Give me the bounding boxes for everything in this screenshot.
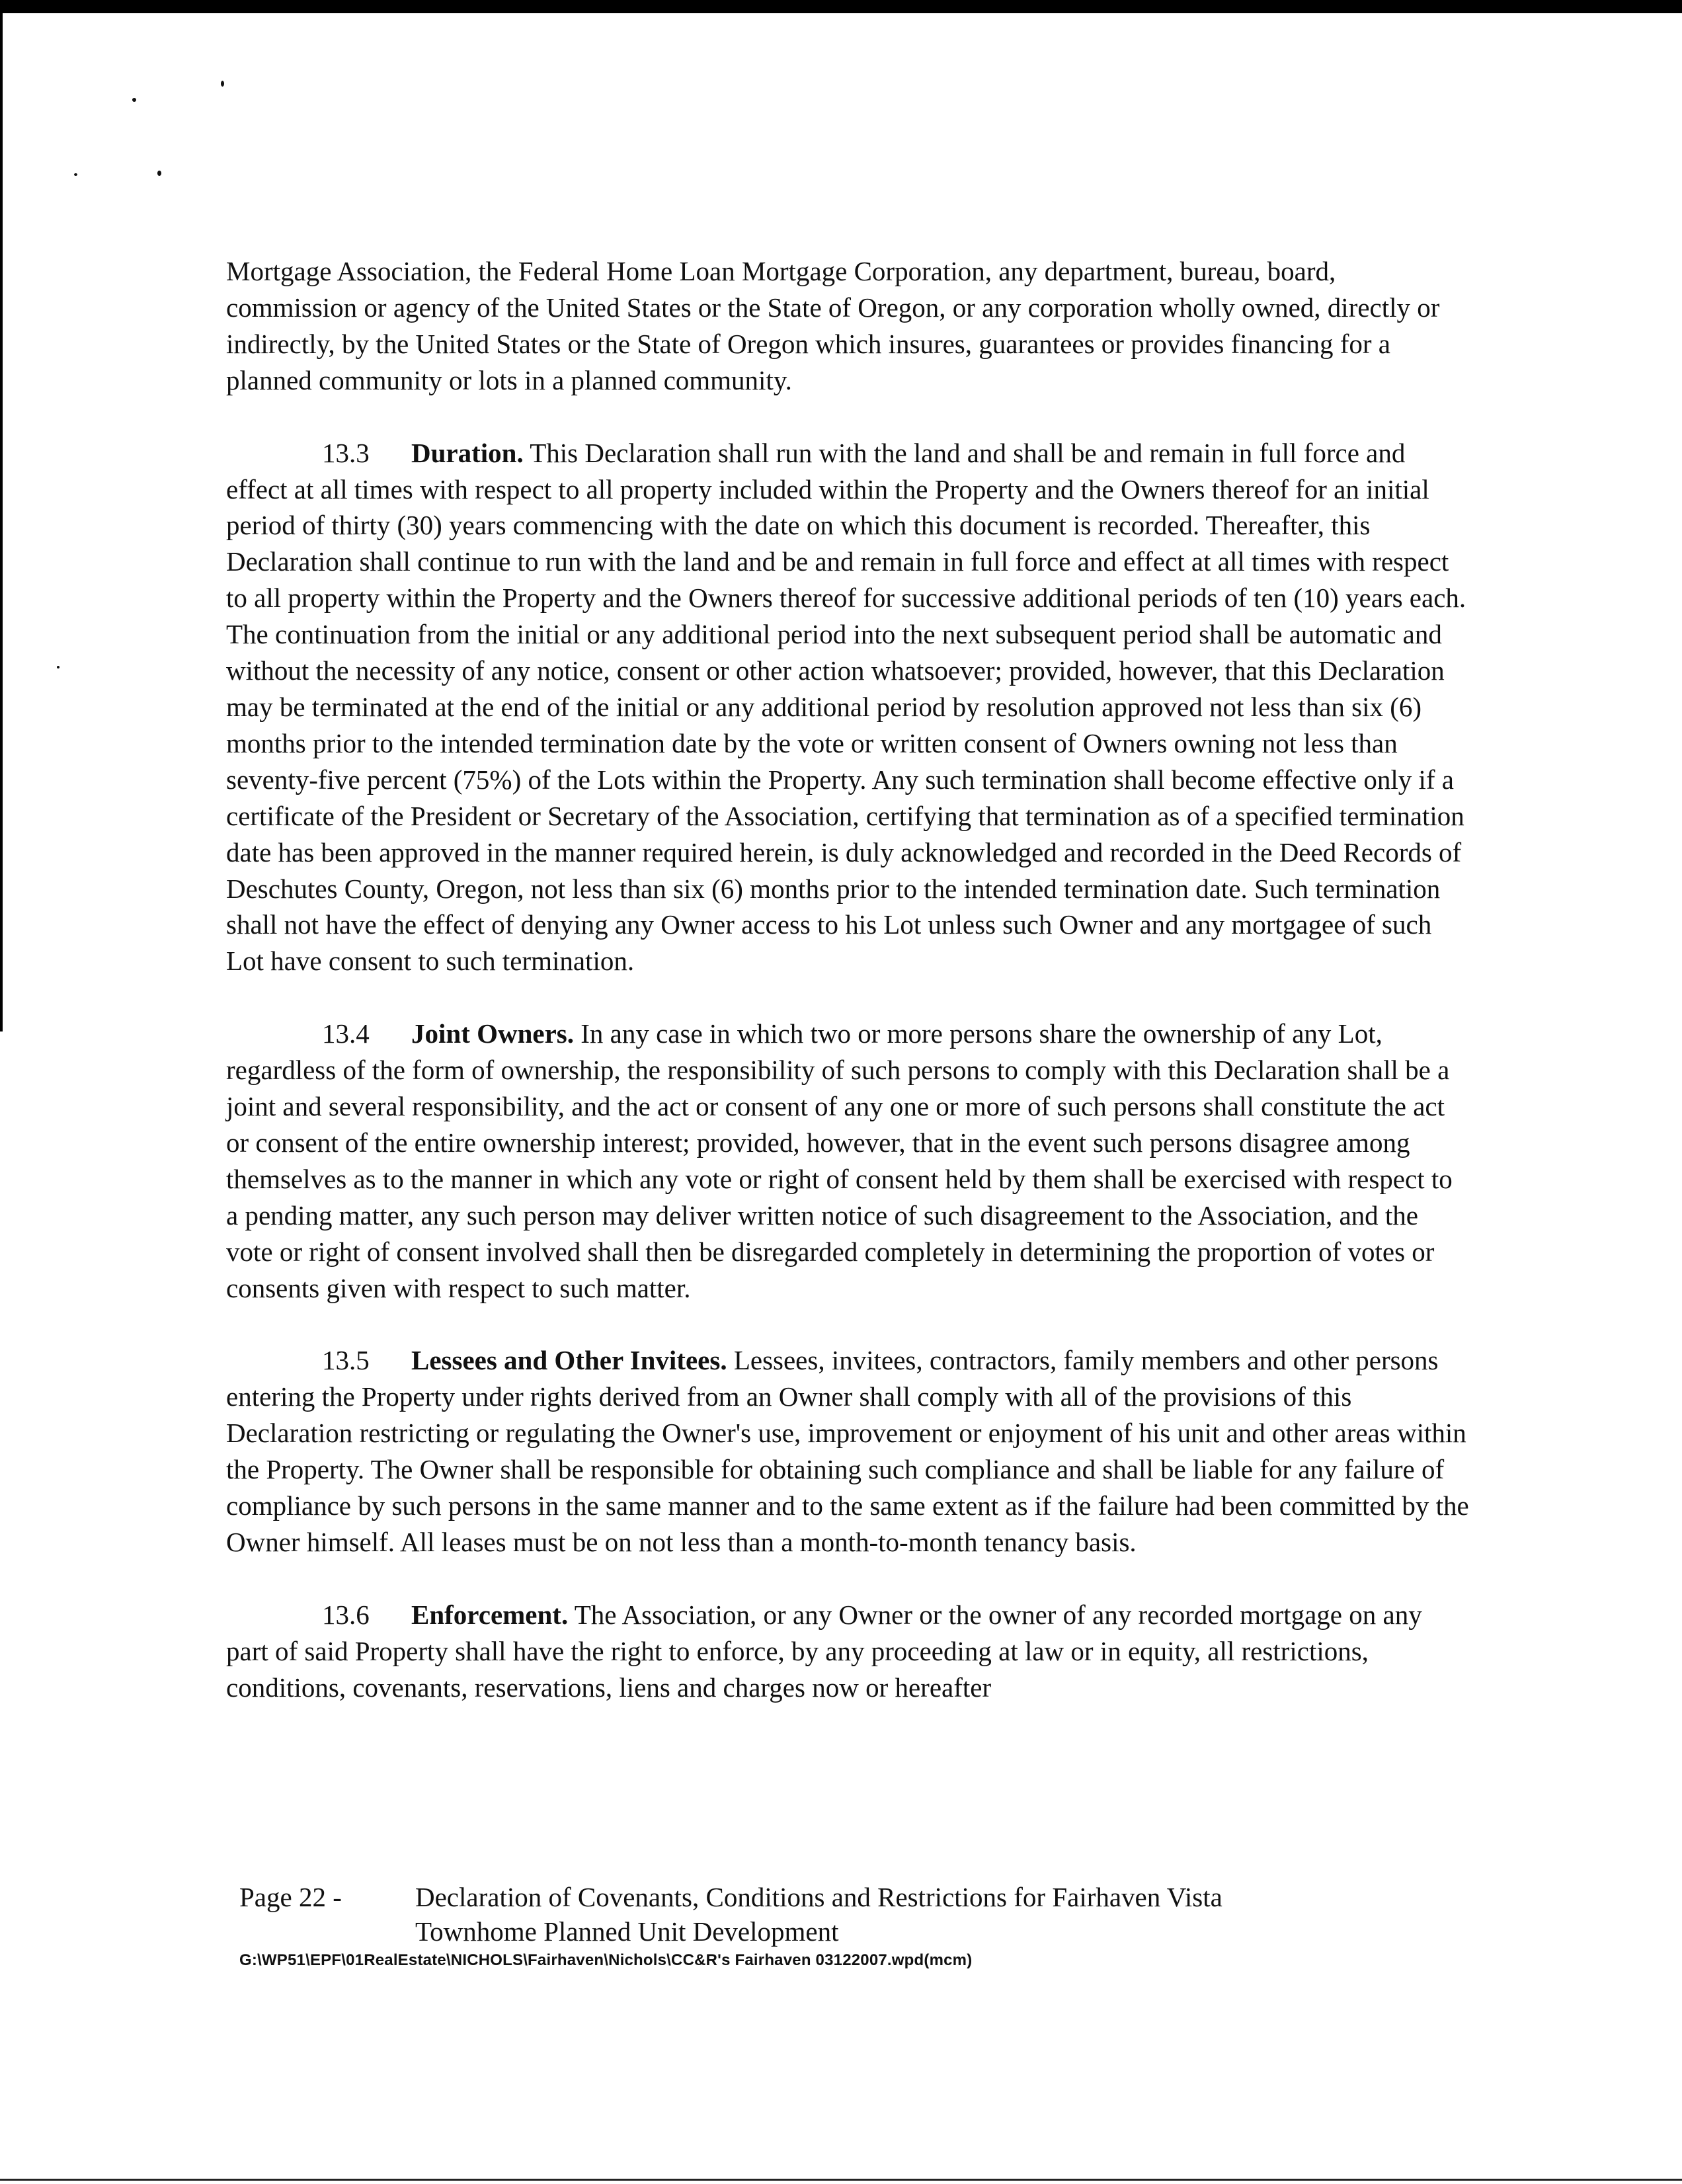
- section-title: Joint Owners.: [411, 1018, 574, 1049]
- scan-speck: [221, 81, 224, 87]
- section-body: The Association, or any Owner or the owner of any recorded mortgage on any part of said Property shall have the right to enforce, by any proceeding at law or in equity, all restrictions, conditions, covenants, reservations, liens and charges now or hereafter: [226, 1599, 1422, 1703]
- section-title: Enforcement.: [411, 1599, 569, 1630]
- footer-spacer: [239, 1914, 415, 1949]
- section-number: 13.5: [322, 1345, 370, 1376]
- document-body: [226, 253, 1469, 1742]
- footer-title-line-2: Townhome Planned Unit Development: [415, 1916, 839, 1947]
- page-footer: [239, 1880, 1469, 1949]
- scan-speck: [157, 171, 161, 176]
- section-13-6: [226, 1597, 1469, 1706]
- footer-title-row-2: [239, 1914, 1469, 1949]
- scan-speck: [57, 666, 60, 668]
- section-number: 13.6: [322, 1599, 370, 1630]
- footer-title-row: [239, 1880, 1469, 1914]
- scan-border-bottom: [0, 2179, 1682, 2181]
- section-13-4: [226, 1016, 1469, 1306]
- section-13-3: [226, 435, 1469, 980]
- file-path: G:\WP51\EPF\01RealEstate\NICHOLS\Fairhaven\Nichols\CC&R's Fairhaven 03122007.wpd(mcm): [239, 1951, 973, 1969]
- opening-paragraph: Mortgage Association, the Federal Home Loan Mortgage Corporation, any department, bureau, board, commission or agency of the United States or the State of Oregon, or any corporation wholly owned, directly or indirectly, by the United States or the State of Oregon which insures, guarantees or provides financing for a planned community or lots in a planned community.: [226, 256, 1440, 395]
- section-number: 13.4: [322, 1018, 370, 1049]
- section-body: Lessees, invitees, contractors, family members and other persons entering the Property under rights derived from an Owner shall comply with all of the provisions of this Declaration restricting or regulating the Owner's use, improvement or enjoyment of his unit and other areas within the Property. The Owner shall be responsible for obtaining such compliance and shall be liable for any failure of compliance by such persons in the same manner and to the same extent as if the failure had been committed by the Owner himself. All leases must be on not less than a month-to-month tenancy basis.: [226, 1345, 1469, 1557]
- section-number: 13.3: [322, 437, 370, 468]
- section-body: In any case in which two or more persons share the ownership of any Lot, regardless of the form of ownership, the responsibility of such persons to comply with this Declaration shall be a joint and several responsibility, and the act or consent of any one or more of such persons shall constitute the act or consent of the entire ownership interest; provided, however, that in the event such persons disagree among themselves as to the manner in which any vote or right of consent held by them shall be exercised with respect to a pending matter, any such person may deliver written notice of such disagreement to the Association, and the vote or right of consent involved shall then be disregarded completely in determining the proportion of votes or consents given with respect to such matter.: [226, 1018, 1453, 1303]
- section-body: This Declaration shall run with the land and shall be and remain in full force and effect at all times with respect to all property included within the Property and the Owners thereof for an initial period of thirty (30) years commencing with the date on which this document is recorded. Thereafter, this Declaration shall continue to run with the land and be and remain in full force and effect at all times with respect to all property within the Property and the Owners thereof for successive additional periods of ten (10) years each. The continuation from the initial or any additional period into the next subsequent period shall be automatic and without the necessity of any notice, consent or other action whatsoever; provided, however, that this Declaration may be terminated at the end of the initial or any additional period by resolution approved not less than six (6) months prior to the intended termination date by the vote or written consent of Owners owning not less than seventy-five percent (75%) of the Lots within the Property. Any such termination shall become effective only if a certificate of the President or Secretary of the Association, certifying that termination as of a specified termination date has been approved in the manner required herein, is duly acknowledged and recorded in the Deed Records of Deschutes County, Oregon, not less than six (6) months prior to the intended termination date. Such termination shall not have the effect of denying any Owner access to his Lot unless such Owner and any mortgagee of such Lot have consent to such termination.: [226, 437, 1466, 977]
- section-13-5: [226, 1342, 1469, 1560]
- page-number: Page 22 -: [239, 1882, 342, 1912]
- scan-speck: [132, 98, 136, 102]
- section-title: Lessees and Other Invitees.: [411, 1345, 727, 1376]
- scan-speck: [74, 173, 77, 176]
- section-title: Duration.: [411, 437, 524, 468]
- scan-border-left: [0, 13, 3, 1031]
- footer-title-line-1: Declaration of Covenants, Conditions and Restrictions for Fairhaven Vista: [415, 1882, 1222, 1912]
- scan-border-top: [0, 0, 1682, 13]
